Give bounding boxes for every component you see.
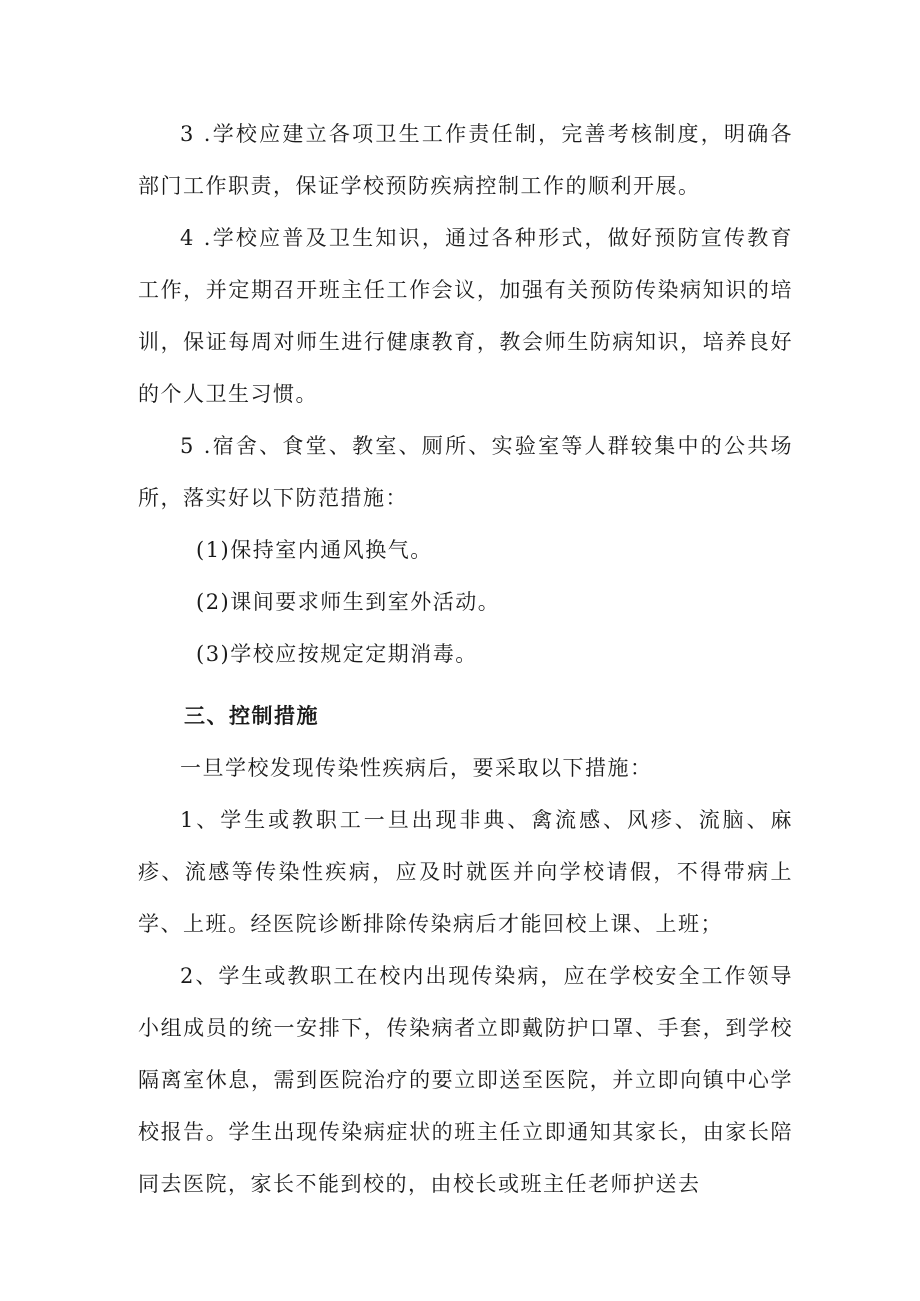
- paragraph-intro: 一旦学校发现传染性疾病后，要采取以下措施：: [180, 756, 653, 780]
- section-heading: 三、控制措施: [184, 704, 319, 728]
- paragraph-measure-2: 2、学生或教职工在校内出现传染病，应在学校安全工作领导小组成员的统一安排下，传染病者立即戴防护口罩、手套，到学校隔离室休息，需到医院治疗的要立即送至医院，并立即向镇中心学校报告。学生出现传染病症状的班主任立即通知其家长，由家长陪同去医院，家长不能到校的，由校长或班主任老师护送去: [138, 964, 793, 1196]
- paragraph-item-3: 3 .学校应建立各项卫生工作责任制，完善考核制度，明确各部门工作职责，保证学校预防疾病控制工作的顺利开展。: [138, 122, 793, 198]
- paragraph-item-4: 4 .学校应普及卫生知识，通过各种形式，做好预防宣传教育工作，并定期召开班主任工作会议，加强有关预防传染病知识的培训，保证每周对师生进行健康教育，教会师生防病知识，培养良好的个人卫生习惯。: [138, 226, 793, 406]
- paragraph-measure-1: 1、学生或教职工一旦出现非典、禽流感、风疹、流脑、麻疹、流感等传染性疾病，应及时就医并向学校请假，不得带病上学、上班。经医院诊断排除传染病后才能回校上课、上班；: [138, 808, 793, 936]
- paragraph-item-5: 5 .宿舍、食堂、教室、厕所、实验室等人群较集中的公共场所，落实好以下防范措施：: [138, 434, 793, 510]
- list-item-2: (2)课间要求师生到室外活动。: [196, 590, 501, 614]
- document-body: [138, 108, 793, 1210]
- list-item-3: (3)学校应按规定定期消毒。: [196, 642, 478, 666]
- list-item-1: (1)保持室内通风换气。: [196, 538, 433, 562]
